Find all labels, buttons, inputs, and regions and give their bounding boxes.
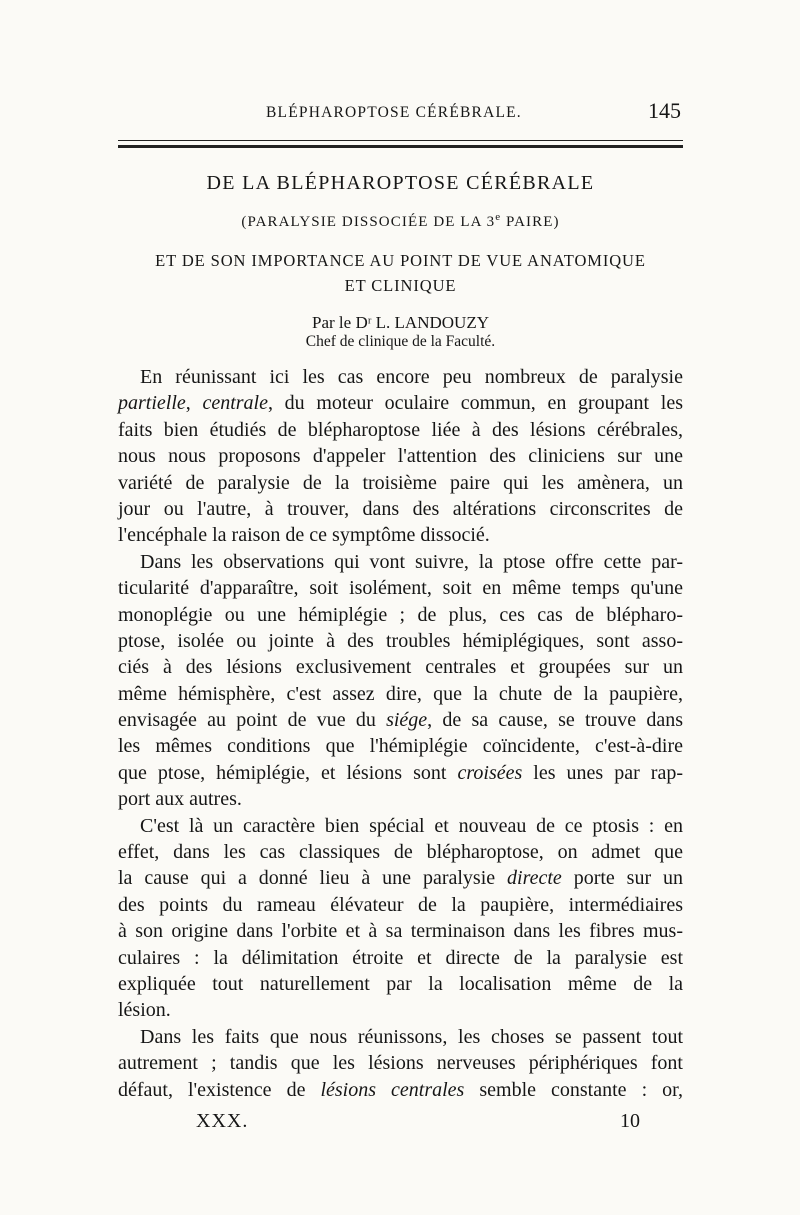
body-line: des points du rameau élévateur de la paupière, intermédiaires bbox=[118, 893, 683, 916]
body-line: Dans les observations qui vont suivre, la ptose offre cette par- bbox=[140, 550, 683, 573]
header-rule-thin bbox=[118, 140, 683, 141]
body-line bbox=[118, 760, 683, 786]
running-title: BLÉPHAROPTOSE CÉRÉBRALE. bbox=[266, 104, 522, 121]
body-line: jour ou l'autre, à trouver, dans des altérations circonscrites de bbox=[118, 497, 683, 520]
body-line: culaires : la délimitation étroite et directe de la paralysie est bbox=[118, 946, 683, 969]
body-line: En réunissant ici les cas encore peu nombreux de paralysie bbox=[140, 366, 683, 388]
signature-mark: XXX. bbox=[196, 1110, 249, 1132]
body-line: monoplégie ou une hémiplégie ; de plus, ces cas de blépharo- bbox=[118, 603, 683, 626]
body-line: ciés à des lésions exclusivement centrales et groupées sur un bbox=[118, 656, 683, 679]
body-line: expliquée tout naturellement par la localisation même de la bbox=[118, 972, 683, 995]
body-line: les mêmes conditions que l'hémiplégie coïncidente, c'est-à-dire bbox=[118, 735, 683, 758]
body-line: autrement ; tandis que les lésions nerveuses périphériques font bbox=[118, 1052, 683, 1075]
body-line: ticularité d'apparaître, soit isolément, soit en même temps qu'une bbox=[118, 577, 683, 600]
body-line: port aux autres. bbox=[118, 788, 242, 811]
subtitle-pre: (PARALYSIE DISSOCIÉE DE LA 3 bbox=[241, 214, 496, 230]
text-run: que ptose, hémiplégie, et lésions sont bbox=[118, 761, 458, 784]
body-line: nous nous proposons d'appeler l'attention des cliniciens sur une bbox=[118, 445, 683, 468]
body-line bbox=[118, 390, 683, 416]
text-run: , du moteur oculaire commun, en groupant les bbox=[267, 392, 684, 415]
byline: Par le Dʳ L. LANDOUZY bbox=[312, 313, 489, 332]
emphasis: partielle bbox=[118, 392, 186, 415]
body-line: l'encéphale la raison de ce symptôme dissocié. bbox=[118, 524, 490, 547]
running-head bbox=[118, 98, 683, 130]
sheet-number: 10 bbox=[620, 1110, 640, 1132]
text-run: la cause qui a donné lieu à une paralysie bbox=[118, 867, 508, 890]
article-title-line3: ET CLINIQUE bbox=[344, 276, 457, 295]
text-run: défaut, l'existence de bbox=[118, 1078, 321, 1101]
body-line: lésion. bbox=[118, 999, 171, 1022]
text-run: , bbox=[185, 392, 203, 415]
emphasis: lésions centrales bbox=[320, 1078, 465, 1101]
body-line: variété de paralysie de la troisième paire qui les amènera, un bbox=[118, 471, 683, 494]
body-line: effet, dans les cas classiques de blépharoptose, on admet que bbox=[118, 841, 683, 864]
body-text bbox=[118, 364, 683, 1103]
body-line: C'est là un caractère bien spécial et nouveau de ce ptosis : en bbox=[140, 814, 683, 837]
article-title: DE LA BLÉPHAROPTOSE CÉRÉBRALE bbox=[206, 172, 595, 194]
body-line bbox=[118, 1077, 683, 1103]
body-line: Dans les faits que nous réunissons, les choses se passent tout bbox=[140, 1025, 683, 1048]
header-rule-thick bbox=[118, 145, 683, 148]
article-subtitle bbox=[118, 211, 683, 231]
body-line bbox=[118, 707, 683, 733]
body-line bbox=[118, 865, 683, 891]
body-line: même hémisphère, c'est assez dire, que la chute de la paupière, bbox=[118, 682, 683, 705]
affiliation: Chef de clinique de la Faculté. bbox=[305, 333, 496, 350]
text-run: semble constante : or, bbox=[464, 1078, 683, 1101]
body-line: à son origine dans l'orbite et à sa terminaison dans les fibres mus- bbox=[118, 920, 683, 943]
text-run: , de sa cause, se trouve dans bbox=[427, 709, 683, 732]
emphasis: siége bbox=[386, 709, 428, 732]
text-run: envisagée au point de vue du bbox=[118, 709, 387, 732]
emphasis: centrale bbox=[202, 392, 268, 415]
emphasis: croisées bbox=[457, 761, 523, 784]
emphasis: directe bbox=[507, 867, 562, 890]
subtitle-post: PAIRE) bbox=[501, 214, 560, 230]
subtitle-sup: e bbox=[495, 211, 502, 223]
body-line: faits bien étudiés de blépharoptose liée à des lésions cérébrales, bbox=[118, 418, 683, 441]
article-title-line2: ET DE SON IMPORTANCE AU POINT DE VUE ANATOMIQUE bbox=[155, 251, 646, 270]
text-run: les unes par rap- bbox=[522, 761, 683, 784]
page-number: 145 bbox=[648, 98, 681, 123]
body-line: ptose, isolée ou jointe à des troubles hémiplégiques, sont asso- bbox=[118, 629, 683, 652]
text-run: porte sur un bbox=[561, 867, 683, 890]
